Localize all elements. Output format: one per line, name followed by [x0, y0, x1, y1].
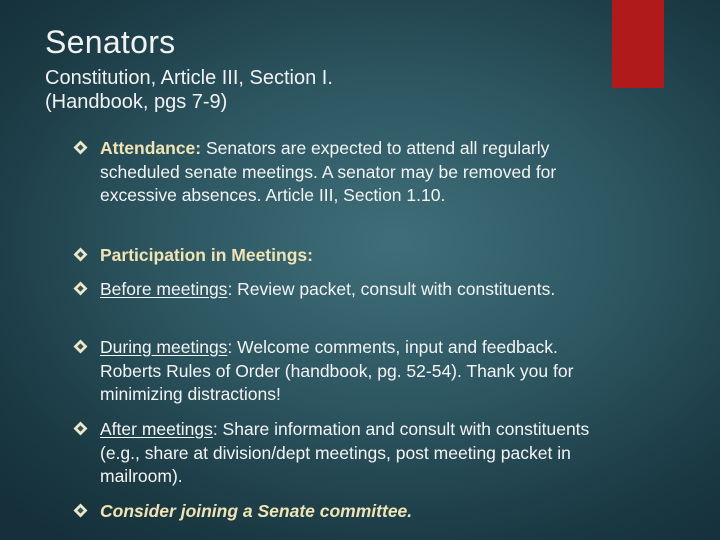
- bullet-text: Senators are expected to attend all regularly scheduled senate meetings. A senator may be removed for excessive absences. Article III, Section 1.10.: [100, 138, 557, 205]
- bullet-label: Consider joining a Senate committee.: [100, 501, 413, 521]
- bullet-text: : Review packet, consult with constituents.: [227, 279, 556, 299]
- subtitle-line-2: (Handbook, pgs 7-9): [45, 91, 228, 113]
- bullet-label: Participation in Meetings:: [100, 245, 313, 265]
- subtitle-line-1: Constitution, Article III, Section I.: [45, 67, 333, 89]
- bullet-label: Attendance:: [100, 138, 202, 158]
- diamond-bullet-icon: [73, 503, 87, 517]
- bullet-label: Before meetings: [100, 279, 228, 299]
- bullet-text: : Welcome comments, input and feedback. Roberts Rules of Order (handbook, pg. 52-54). Thank you for minimizing distractions!: [100, 337, 574, 404]
- bullet-text: : Share information and consult with constituents (e.g., share at division/dept meetings, post meeting packet in mailroom).: [100, 419, 590, 486]
- slide-title: Senators: [45, 24, 176, 60]
- slide-subtitle: [45, 66, 465, 114]
- red-accent-block: [612, 0, 664, 88]
- diamond-bullet-icon: [73, 421, 87, 435]
- bullet-label: After meetings: [100, 419, 213, 439]
- diamond-bullet-icon: [73, 247, 87, 261]
- bullet-label: During meetings: [100, 337, 228, 357]
- diamond-bullet-icon: [73, 140, 87, 154]
- diamond-bullet-icon: [73, 339, 87, 353]
- diamond-bullet-icon: [73, 281, 87, 295]
